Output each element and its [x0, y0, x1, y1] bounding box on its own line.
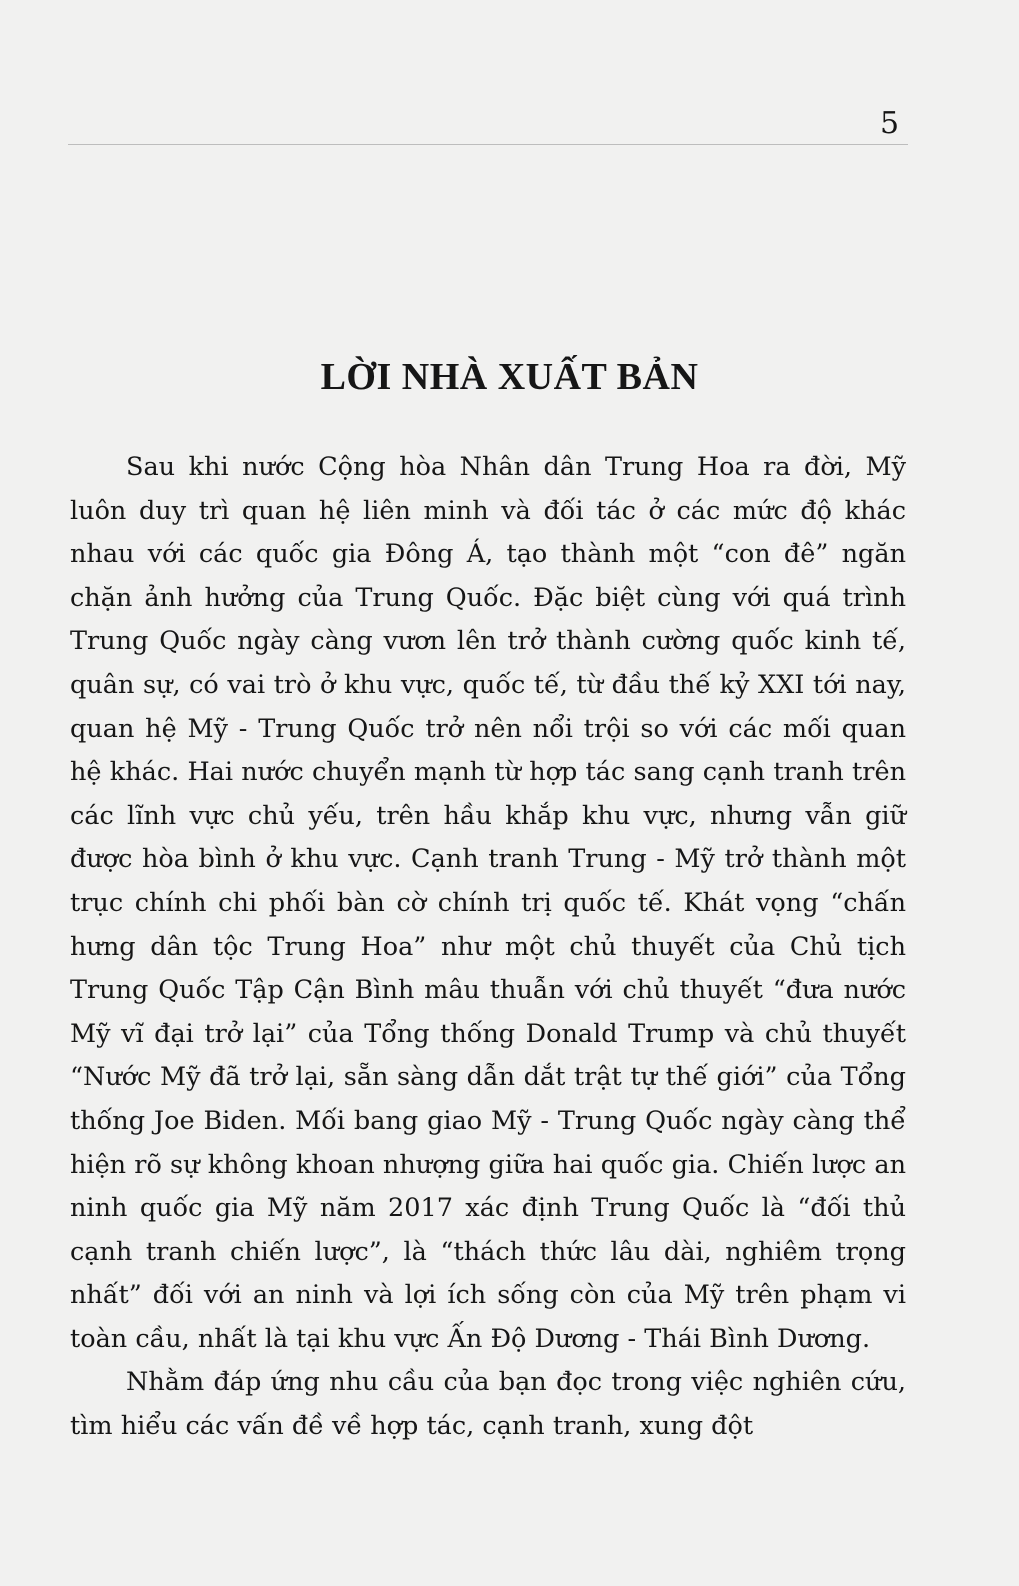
page-title: LỜI NHÀ XUẤT BẢN [320, 356, 699, 399]
paragraph: Nhằm đáp ứng nhu cầu của bạn đọc trong việc nghiên cứu, tìm hiểu các vấn đề về hợp tác, cạnh tranh, xung đột [70, 1367, 906, 1442]
paragraph: Sau khi nước Cộng hòa Nhân dân Trung Hoa ra đời, Mỹ luôn duy trì quan hệ liên minh và đối tác ở các mức độ khác nhau với các quốc gia Đông Á, tạo thành một “con đê” ngăn chặn ảnh hưởng của Trung Quốc. Đặc biệt cùng với quá trình Trung Quốc ngày càng vươn lên trở thành cường quốc kinh tế, quân sự, có vai trò ở khu vực, quốc tế, từ đầu thế kỷ XXI tới nay, quan hệ Mỹ - Trung Quốc trở nên nổi trội so với các mối quan hệ khác. Hai nước chuyển mạnh từ hợp tác sang cạnh tranh trên các lĩnh vực chủ yếu, trên hầu khắp khu vực, nhưng vẫn giữ được hòa bình ở khu vực. Cạnh tranh Trung - Mỹ trở thành một trục chính chi phối bàn cờ chính trị quốc tế. Khát vọng “chấn hưng dân tộc Trung Hoa” như một chủ thuyết của Chủ tịch Trung Quốc Tập Cận Bình mâu thuẫn với chủ thuyết “đưa nước Mỹ vĩ đại trở lại” của Tổng thống Donald Trump và chủ thuyết “Nước Mỹ đã trở lại, sẵn sàng dẫn dắt trật tự thế giới” của Tổng thống Joe Biden. Mối bang giao Mỹ - Trung Quốc ngày càng thể hiện rõ sự không khoan nhượng giữa hai quốc gia. Chiến lược an ninh quốc gia Mỹ năm 2017 xác định Trung Quốc là “đối thủ cạnh tranh chiến lược”, là “thách thức lâu dài, nghiêm trọng nhất” đối với an ninh và lợi ích sống còn của Mỹ trên phạm vi toàn cầu, nhất là tại khu vực Ấn Độ Dương - Thái Bình Dương. [70, 452, 906, 1354]
body-text [70, 446, 906, 1449]
header-rule [68, 144, 908, 145]
page-number: 5 [880, 106, 900, 141]
